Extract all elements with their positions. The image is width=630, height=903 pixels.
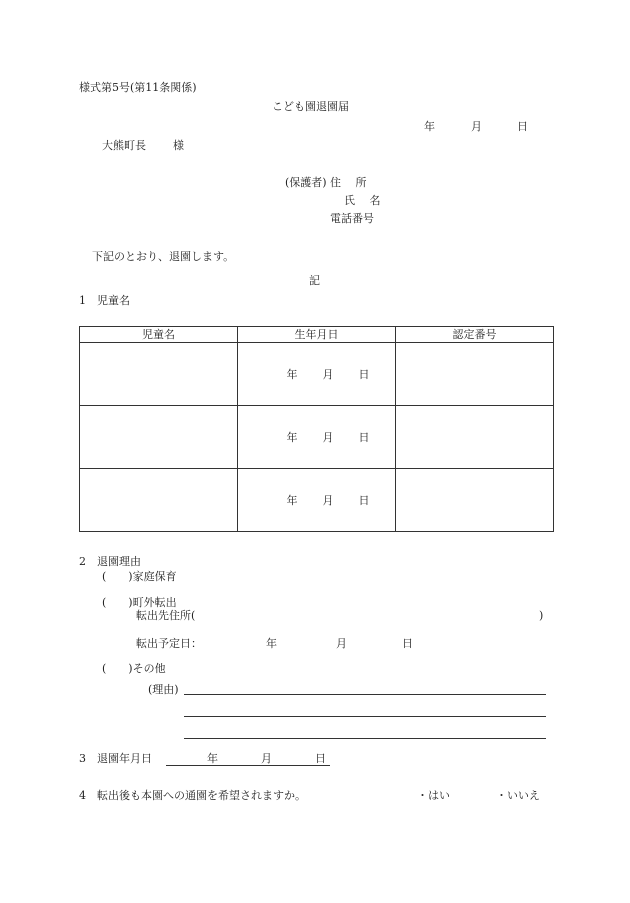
guardian-address-label: 住 所 <box>330 176 367 189</box>
child-name-cell[interactable] <box>80 343 238 406</box>
table-row <box>80 343 554 406</box>
reason-option-other[interactable]: ( )その他 <box>102 662 166 675</box>
date-day-label: 日 <box>517 120 528 133</box>
birthdate-cell[interactable] <box>238 406 396 469</box>
reason-line-3[interactable] <box>184 738 546 739</box>
withdrawal-day-label: 日 <box>315 752 326 765</box>
date-month-label: 月 <box>471 120 482 133</box>
reason-line-1[interactable] <box>184 694 546 695</box>
section2-heading: 2 退園理由 <box>79 555 141 568</box>
addressee: 大熊町長 <box>102 139 146 152</box>
birthdate-cell[interactable] <box>238 343 396 406</box>
section1-heading: 1 児童名 <box>79 294 130 307</box>
guardian-name-label: 氏 名 <box>344 194 381 207</box>
table-row <box>80 406 554 469</box>
date-year-label: 年 <box>424 120 435 133</box>
moving-address-label: 転出先住所( <box>136 609 196 622</box>
column-header-birthdate: 生年月日 <box>238 327 396 343</box>
certification-number-cell[interactable] <box>396 343 554 406</box>
child-name-cell[interactable] <box>80 469 238 532</box>
answer-no-option[interactable]: ・いいえ <box>496 789 540 802</box>
guardian-label: (保護者) <box>285 176 327 189</box>
guardian-phone-label: 電話番号 <box>330 212 374 225</box>
table-header-row <box>80 327 554 343</box>
moving-month-label: 月 <box>336 637 347 650</box>
birth-month-label: 月 <box>322 431 334 444</box>
form-number: 様式第5号(第11条関係) <box>79 81 197 94</box>
addressee-honorific: 様 <box>173 139 184 152</box>
moving-day-label: 日 <box>402 637 413 650</box>
birth-month-label: 月 <box>322 368 334 381</box>
reason-option-moving-out[interactable]: ( )町外転出 <box>102 596 177 609</box>
birthdate-cell[interactable] <box>238 469 396 532</box>
withdrawal-date-underline[interactable] <box>166 765 330 766</box>
birth-day-label: 日 <box>358 494 370 507</box>
withdrawal-year-label: 年 <box>207 752 218 765</box>
moving-year-label: 年 <box>266 637 277 650</box>
ki-mark: 記 <box>309 274 320 287</box>
birth-year-label: 年 <box>286 368 298 381</box>
section4-question: 4 転出後も本園への通園を希望されますか。 <box>79 789 306 802</box>
birth-month-label: 月 <box>322 494 334 507</box>
birth-year-label: 年 <box>286 431 298 444</box>
form-title: こども園退園届 <box>272 100 349 113</box>
statement: 下記のとおり、退園します。 <box>92 250 235 263</box>
table-row <box>80 469 554 532</box>
children-table <box>79 326 554 532</box>
birth-day-label: 日 <box>358 431 370 444</box>
reason-line-2[interactable] <box>184 716 546 717</box>
birth-day-label: 日 <box>358 368 370 381</box>
column-header-child-name: 児童名 <box>80 327 238 343</box>
moving-address-close: ) <box>539 609 544 622</box>
certification-number-cell[interactable] <box>396 406 554 469</box>
answer-yes-option[interactable]: ・はい <box>417 789 450 802</box>
moving-date-label: 転出予定日： <box>136 637 202 650</box>
column-header-certification-number: 認定番号 <box>396 327 554 343</box>
withdrawal-month-label: 月 <box>261 752 272 765</box>
reason-option-home-care[interactable]: ( )家庭保育 <box>102 570 177 583</box>
reason-label: (理由) <box>148 683 179 696</box>
section3-heading: 3 退園年月日 <box>79 752 152 765</box>
child-name-cell[interactable] <box>80 406 238 469</box>
birth-year-label: 年 <box>286 494 298 507</box>
certification-number-cell[interactable] <box>396 469 554 532</box>
